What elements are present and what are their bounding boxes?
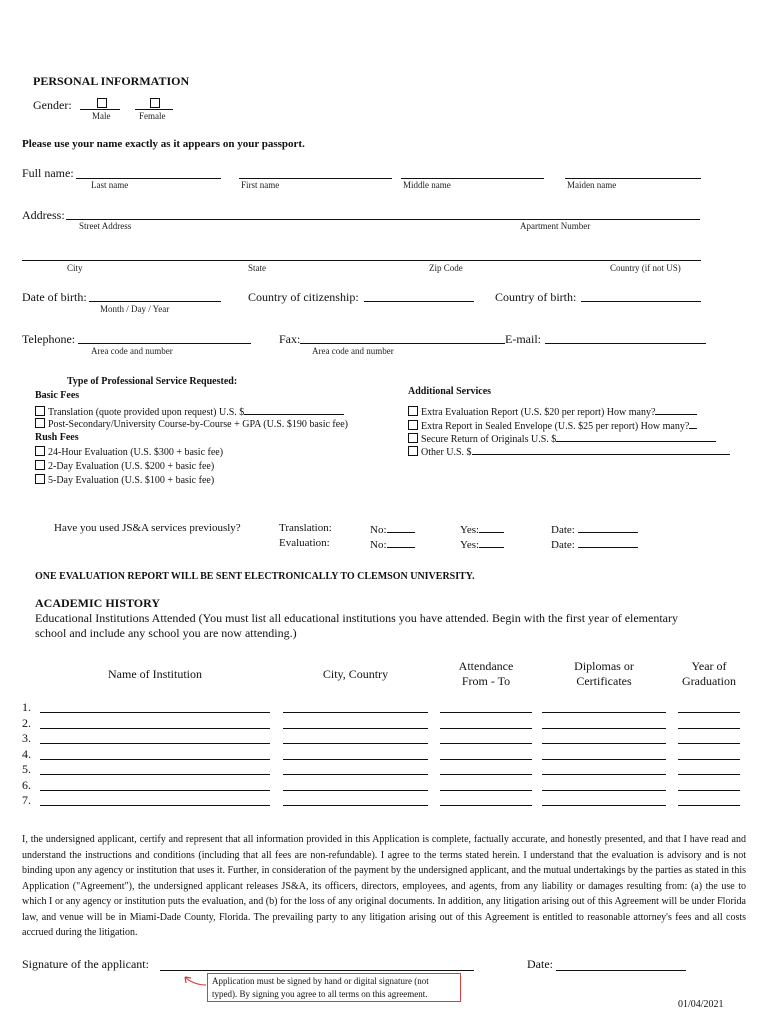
col-header-year-2: Graduation — [682, 674, 736, 688]
extra-evaluation-option[interactable]: Extra Evaluation Report (U.S. $20 per report) How many? — [408, 404, 697, 418]
year-field[interactable] — [678, 728, 740, 729]
fax-label: Fax: — [279, 332, 301, 346]
year-field[interactable] — [678, 805, 740, 806]
previous-use-question: Have you used JS&A services previously? — [54, 522, 241, 534]
telephone-field[interactable] — [78, 343, 251, 344]
row-number: 4. — [22, 746, 31, 761]
diplomas-field[interactable] — [542, 790, 666, 791]
year-field[interactable] — [678, 790, 740, 791]
sealed-envelope-count-field[interactable] — [689, 418, 697, 429]
passport-note: Please use your name exactly as it appears on your passport. — [22, 138, 305, 150]
service-type-heading: Type of Professional Service Requested: — [67, 376, 238, 387]
citizenship-field[interactable] — [364, 301, 474, 302]
academic-history-heading: ACADEMIC HISTORY — [35, 596, 161, 610]
city-state-zip-field[interactable] — [22, 260, 701, 261]
rush-24-checkbox[interactable] — [35, 446, 45, 456]
translation-yes[interactable]: Yes: — [460, 522, 504, 536]
telephone-caption: Area code and number — [91, 346, 173, 356]
city-field[interactable] — [283, 790, 428, 791]
city-caption: City — [67, 263, 83, 273]
diplomas-field[interactable] — [542, 743, 666, 744]
fax-caption: Area code and number — [312, 346, 394, 356]
male-checkbox[interactable] — [97, 98, 107, 108]
extra-evaluation-count-field[interactable] — [655, 404, 697, 415]
city-field[interactable] — [283, 743, 428, 744]
extra-evaluation-checkbox[interactable] — [408, 406, 418, 416]
secure-return-checkbox[interactable] — [408, 433, 418, 443]
diplomas-field[interactable] — [542, 712, 666, 713]
address-label: Address: — [22, 208, 65, 222]
personal-information-heading: PERSONAL INFORMATION — [33, 74, 190, 88]
signature-label: Signature of the applicant: — [22, 957, 149, 971]
row-number: 6. — [22, 777, 31, 792]
row-number: 3. — [22, 731, 31, 745]
city-field[interactable] — [283, 728, 428, 729]
basic-fees-heading: Basic Fees — [35, 390, 80, 401]
dob-label: Date of birth: — [22, 290, 87, 304]
diplomas-field[interactable] — [542, 728, 666, 729]
academic-instructions-2: school and include any school you are now attending.) — [35, 626, 297, 640]
street-address-caption: Street Address — [79, 221, 132, 231]
gender-label: Gender: — [33, 98, 72, 112]
row-number: 7. — [22, 793, 31, 807]
institution-field[interactable] — [40, 759, 270, 760]
rush-5-option[interactable]: 5-Day Evaluation (U.S. $100 + basic fee) — [35, 474, 214, 486]
evaluation-no[interactable]: No: — [370, 537, 415, 551]
middle-name-caption: Middle name — [403, 180, 451, 190]
translation-option[interactable]: Translation (quote provided upon request) U.S. $ — [35, 404, 344, 418]
other-service-option[interactable]: Other U.S. $ — [408, 444, 730, 458]
city-field[interactable] — [283, 712, 428, 713]
col-header-year-1: Year of — [691, 659, 727, 673]
other-service-checkbox[interactable] — [408, 446, 418, 456]
col-header-diplomas-2: Certificates — [576, 674, 632, 688]
col-header-attendance-2: From - To — [461, 674, 511, 688]
legal-agreement-text: I, the undersigned applicant, certify and represent that all information provided in this Application is complete, factually accurate, and honestly presented, and that I have read and understand the instructions and conditions (including that all fees are non-refundable). I agree to the terms stated herein. I understand that the evaluation is advisory and is not binding upon any agency or institution that uses it. Further, in consideration of the payment by the undersigned applicant, and the mutual undertakings by the parties as stated in this Application ("Agreement"), the undersigned applicant releases JS&A, its officers, directors, employees, and agents, from any liability or damages resulting from: (a) the use to which I or any agency or institution puts the evaluation, and (b) for the loss of any original documents. In addition, any litigation arising out of this Agreement will be under Florida law, and venue will be in Miami-Dade County, Florida. The prevailing party to any litigation arising out of this Agreement is entitled to reasonable attorney's fees and all costs accrued during the litigation. — [22, 834, 746, 938]
male-label: Male — [92, 111, 111, 121]
first-name-caption: First name — [241, 180, 280, 190]
birth-country-label: Country of birth: — [495, 290, 577, 304]
secure-return-amount-field[interactable] — [556, 431, 716, 442]
country-caption: Country (if not US) — [610, 263, 681, 273]
report-notice: ONE EVALUATION REPORT WILL BE SENT ELECTRONICALLY TO CLEMSON UNIVERSITY. — [35, 571, 475, 582]
telephone-label: Telephone: — [22, 332, 76, 346]
secure-return-option[interactable]: Secure Return of Originals U.S. $ — [408, 431, 716, 445]
birth-country-field[interactable] — [581, 301, 701, 302]
institution-field[interactable] — [40, 774, 270, 775]
attendance-field[interactable] — [440, 774, 532, 775]
female-label: Female — [139, 111, 166, 121]
attendance-field[interactable] — [440, 728, 532, 729]
translation-no[interactable]: No: — [370, 522, 415, 536]
other-amount-field[interactable] — [472, 444, 730, 455]
signature-date-label: Date: — [527, 957, 553, 971]
rush-5-checkbox[interactable] — [35, 474, 45, 484]
rush-24-option[interactable]: 24-Hour Evaluation (U.S. $300 + basic fee) — [35, 446, 223, 458]
rush-2-option[interactable]: 2-Day Evaluation (U.S. $200 + basic fee) — [35, 460, 214, 472]
row-number: 5. — [22, 762, 31, 776]
signature-date-field[interactable] — [556, 970, 686, 971]
institution-field[interactable] — [40, 712, 270, 713]
col-header-city: City, Country — [322, 667, 389, 681]
translation-checkbox[interactable] — [35, 406, 45, 416]
year-field[interactable] — [678, 712, 740, 713]
col-header-diplomas-1: Diplomas or — [574, 659, 634, 673]
year-field[interactable] — [678, 743, 740, 744]
year-field[interactable] — [678, 759, 740, 760]
middle-name-field[interactable] — [401, 178, 544, 179]
academic-instructions-1: Educational Institutions Attended (You must list all educational institutions you have attended. Begin with the first year of elementary — [35, 611, 678, 625]
city-field[interactable] — [283, 805, 428, 806]
dob-hint: Month / Day / Year — [100, 304, 170, 314]
sealed-envelope-option[interactable]: Extra Report in Sealed Envelope (U.S. $25 per report) How many? — [408, 418, 697, 432]
year-field[interactable] — [678, 774, 740, 775]
diplomas-field[interactable] — [542, 774, 666, 775]
email-field[interactable] — [545, 343, 706, 344]
signature-requirement-note: Application must be signed by hand or digital signature (not typed). By signing you agree to all terms on this agreement. — [207, 973, 461, 1002]
row-number: 2. — [22, 715, 31, 730]
col-header-institution: Name of Institution — [108, 667, 202, 681]
row-number: 1. — [22, 700, 31, 714]
female-checkbox[interactable] — [150, 98, 160, 108]
maiden-name-field[interactable] — [565, 178, 701, 179]
email-label: E-mail: — [505, 332, 541, 346]
attendance-field[interactable] — [440, 743, 532, 744]
last-name-field[interactable] — [76, 178, 221, 179]
diplomas-field[interactable] — [542, 805, 666, 806]
institution-field[interactable] — [40, 743, 270, 744]
signature-field[interactable] — [160, 970, 474, 971]
evaluation-yes[interactable]: Yes: — [460, 537, 504, 551]
translation-amount-field[interactable] — [244, 404, 344, 415]
maiden-name-caption: Maiden name — [567, 180, 617, 190]
zip-caption: Zip Code — [429, 263, 463, 273]
previous-evaluation-label: Evaluation: — [279, 537, 330, 549]
arrow-icon — [180, 973, 208, 989]
attendance-field[interactable] — [440, 712, 532, 713]
city-field[interactable] — [283, 759, 428, 760]
post-secondary-option[interactable]: Post-Secondary/University Course-by-Course + GPA (U.S. $190 basic fee) — [35, 418, 348, 430]
evaluation-date[interactable]: Date: — [551, 537, 638, 551]
attendance-field[interactable] — [440, 805, 532, 806]
col-header-attendance-1: Attendance — [458, 659, 514, 673]
citizenship-label: Country of citizenship: — [248, 290, 359, 304]
attendance-field[interactable] — [440, 790, 532, 791]
rush-fees-heading: Rush Fees — [35, 432, 79, 443]
institution-field[interactable] — [40, 728, 270, 729]
footer-date: 01/04/2021 — [678, 999, 724, 1010]
translation-date[interactable]: Date: — [551, 522, 638, 536]
last-name-caption: Last name — [91, 180, 129, 190]
fax-field[interactable] — [300, 343, 505, 344]
apartment-caption: Apartment Number — [520, 221, 591, 231]
attendance-field[interactable] — [440, 759, 532, 760]
institution-field[interactable] — [40, 805, 270, 806]
additional-services-heading: Additional Services — [408, 386, 492, 397]
rush-2-checkbox[interactable] — [35, 460, 45, 470]
street-address-field[interactable] — [66, 219, 700, 220]
full-name-label: Full name: — [22, 166, 74, 180]
sealed-envelope-checkbox[interactable] — [408, 420, 418, 430]
previous-translation-label: Translation: — [279, 522, 332, 534]
state-caption: State — [248, 263, 266, 273]
city-field[interactable] — [283, 774, 428, 775]
dob-field[interactable] — [89, 301, 221, 302]
post-secondary-checkbox[interactable] — [35, 418, 45, 428]
institution-field[interactable] — [40, 790, 270, 791]
first-name-field[interactable] — [239, 178, 392, 179]
diplomas-field[interactable] — [542, 759, 666, 760]
